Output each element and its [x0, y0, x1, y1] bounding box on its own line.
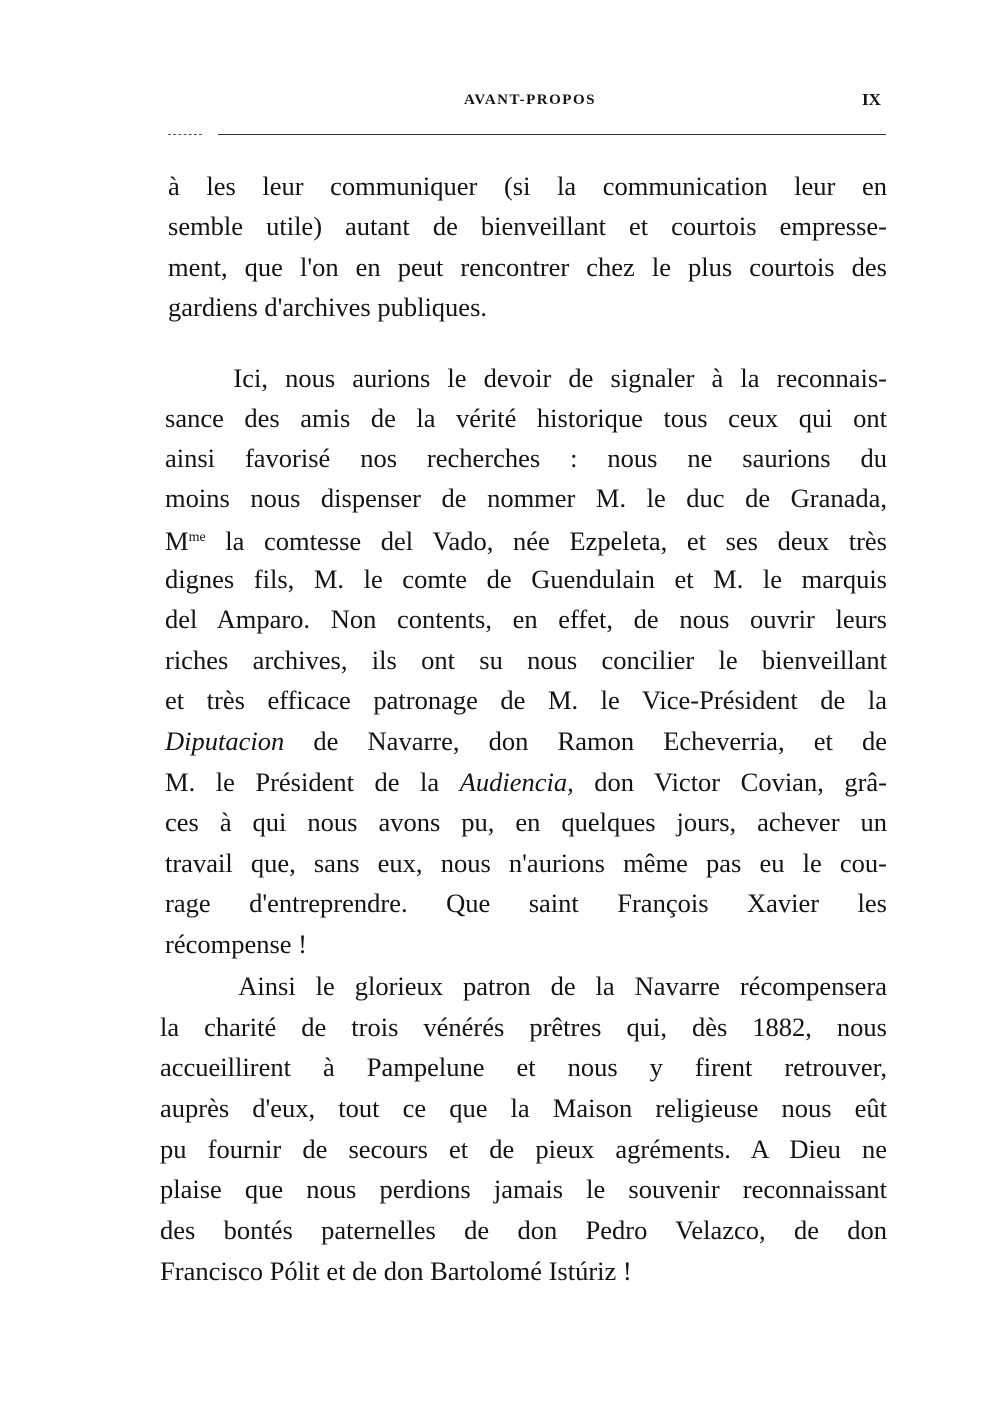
text-span: ment, que l'on en peut rencontrer chez le plus courtois des [168, 252, 887, 282]
text-span: et très efficace patronage de M. le Vice-Président de la [165, 685, 887, 715]
text-span: des bontés paternelles de don Pedro Velazco, de don [160, 1215, 887, 1245]
text-span: riches archives, ils ont su nous concilier le bienveillant [165, 645, 887, 675]
italic-text: Audiencia, [459, 767, 574, 797]
superscript-text: me [188, 530, 206, 545]
text-span: don Victor Covian, grâ- [573, 767, 887, 797]
text-span: pu fournir de secours et de pieux agréments. A Dieu ne [160, 1134, 887, 1164]
text-line [160, 1214, 887, 1246]
text-line [165, 442, 887, 474]
running-title: AVANT-PROPOS [464, 92, 596, 108]
text-line [168, 170, 887, 202]
text-line [165, 766, 887, 798]
text-line [165, 402, 887, 434]
text-line [165, 684, 887, 716]
text-line [160, 1011, 887, 1043]
text-line [160, 970, 887, 1002]
text-line [168, 210, 887, 242]
text-line [165, 482, 887, 514]
text-span: travail que, sans eux, nous n'aurions même pas eu le cou- [165, 848, 887, 878]
header-rule-dashes [168, 134, 202, 135]
text-span: rage d'entreprendre. Que saint François Xavier les [165, 888, 887, 918]
text-line [160, 1092, 887, 1124]
text-span: M [165, 526, 189, 556]
text-span: la comtesse del Vado, née Ezpeleta, et ses deux très [205, 526, 887, 556]
text-span: dignes fils, M. le comte de Guendulain et M. le marquis [165, 564, 887, 594]
text-line [165, 644, 887, 676]
text-line [168, 251, 887, 283]
text-span: sance des amis de la vérité historique tous ceux qui ont [165, 403, 887, 433]
text-span: plaise que nous perdions jamais le souvenir reconnaissant [160, 1174, 887, 1204]
italic-text: Diputacion [165, 726, 285, 756]
header-rule [218, 134, 886, 135]
text-line [168, 291, 887, 323]
text-span: à les leur communiquer (si la communication leur en [168, 171, 887, 201]
text-span: moins nous dispenser de nommer M. le duc de Granada, [165, 483, 887, 513]
text-span: Ainsi le glorieux patron de la Navarre récompensera [160, 971, 887, 1001]
text-line [165, 603, 887, 635]
text-line [160, 1255, 887, 1287]
text-line [160, 1173, 887, 1205]
text-span: ces à qui nous avons pu, en quelques jours, achever un [165, 807, 887, 837]
text-line [165, 522, 887, 557]
text-line [165, 887, 887, 919]
text-span: M. le Président de la [165, 767, 460, 797]
text-span: récompense ! [165, 929, 307, 959]
text-span: semble utile) autant de bienveillant et courtois empresse- [168, 211, 887, 241]
page-number: IX [862, 90, 881, 109]
text-span: Ici, nous aurions le devoir de signaler à la reconnais- [165, 363, 887, 393]
text-line [160, 1133, 887, 1165]
text-span: ainsi favorisé nos recherches : nous ne saurions du [165, 443, 887, 473]
text-span: gardiens d'archives publiques. [168, 292, 488, 322]
text-line [165, 725, 887, 757]
text-line [165, 928, 887, 960]
text-span: Francisco Pólit et de don Bartolomé Istúriz ! [160, 1256, 632, 1286]
text-line [165, 563, 887, 595]
text-span: de Navarre, don Ramon Echeverria, et de [284, 726, 887, 756]
text-span: auprès d'eux, tout ce que la Maison religieuse nous eût [160, 1093, 887, 1123]
text-span: la charité de trois vénérés prêtres qui, dès 1882, nous [160, 1012, 887, 1042]
text-line [165, 806, 887, 838]
text-line [160, 1051, 887, 1083]
text-span: del Amparo. Non contents, en effet, de nous ouvrir leurs [165, 604, 887, 634]
text-line [165, 847, 887, 879]
text-span: accueillirent à Pampelune et nous y firent retrouver, [160, 1052, 887, 1082]
text-line [165, 362, 887, 394]
